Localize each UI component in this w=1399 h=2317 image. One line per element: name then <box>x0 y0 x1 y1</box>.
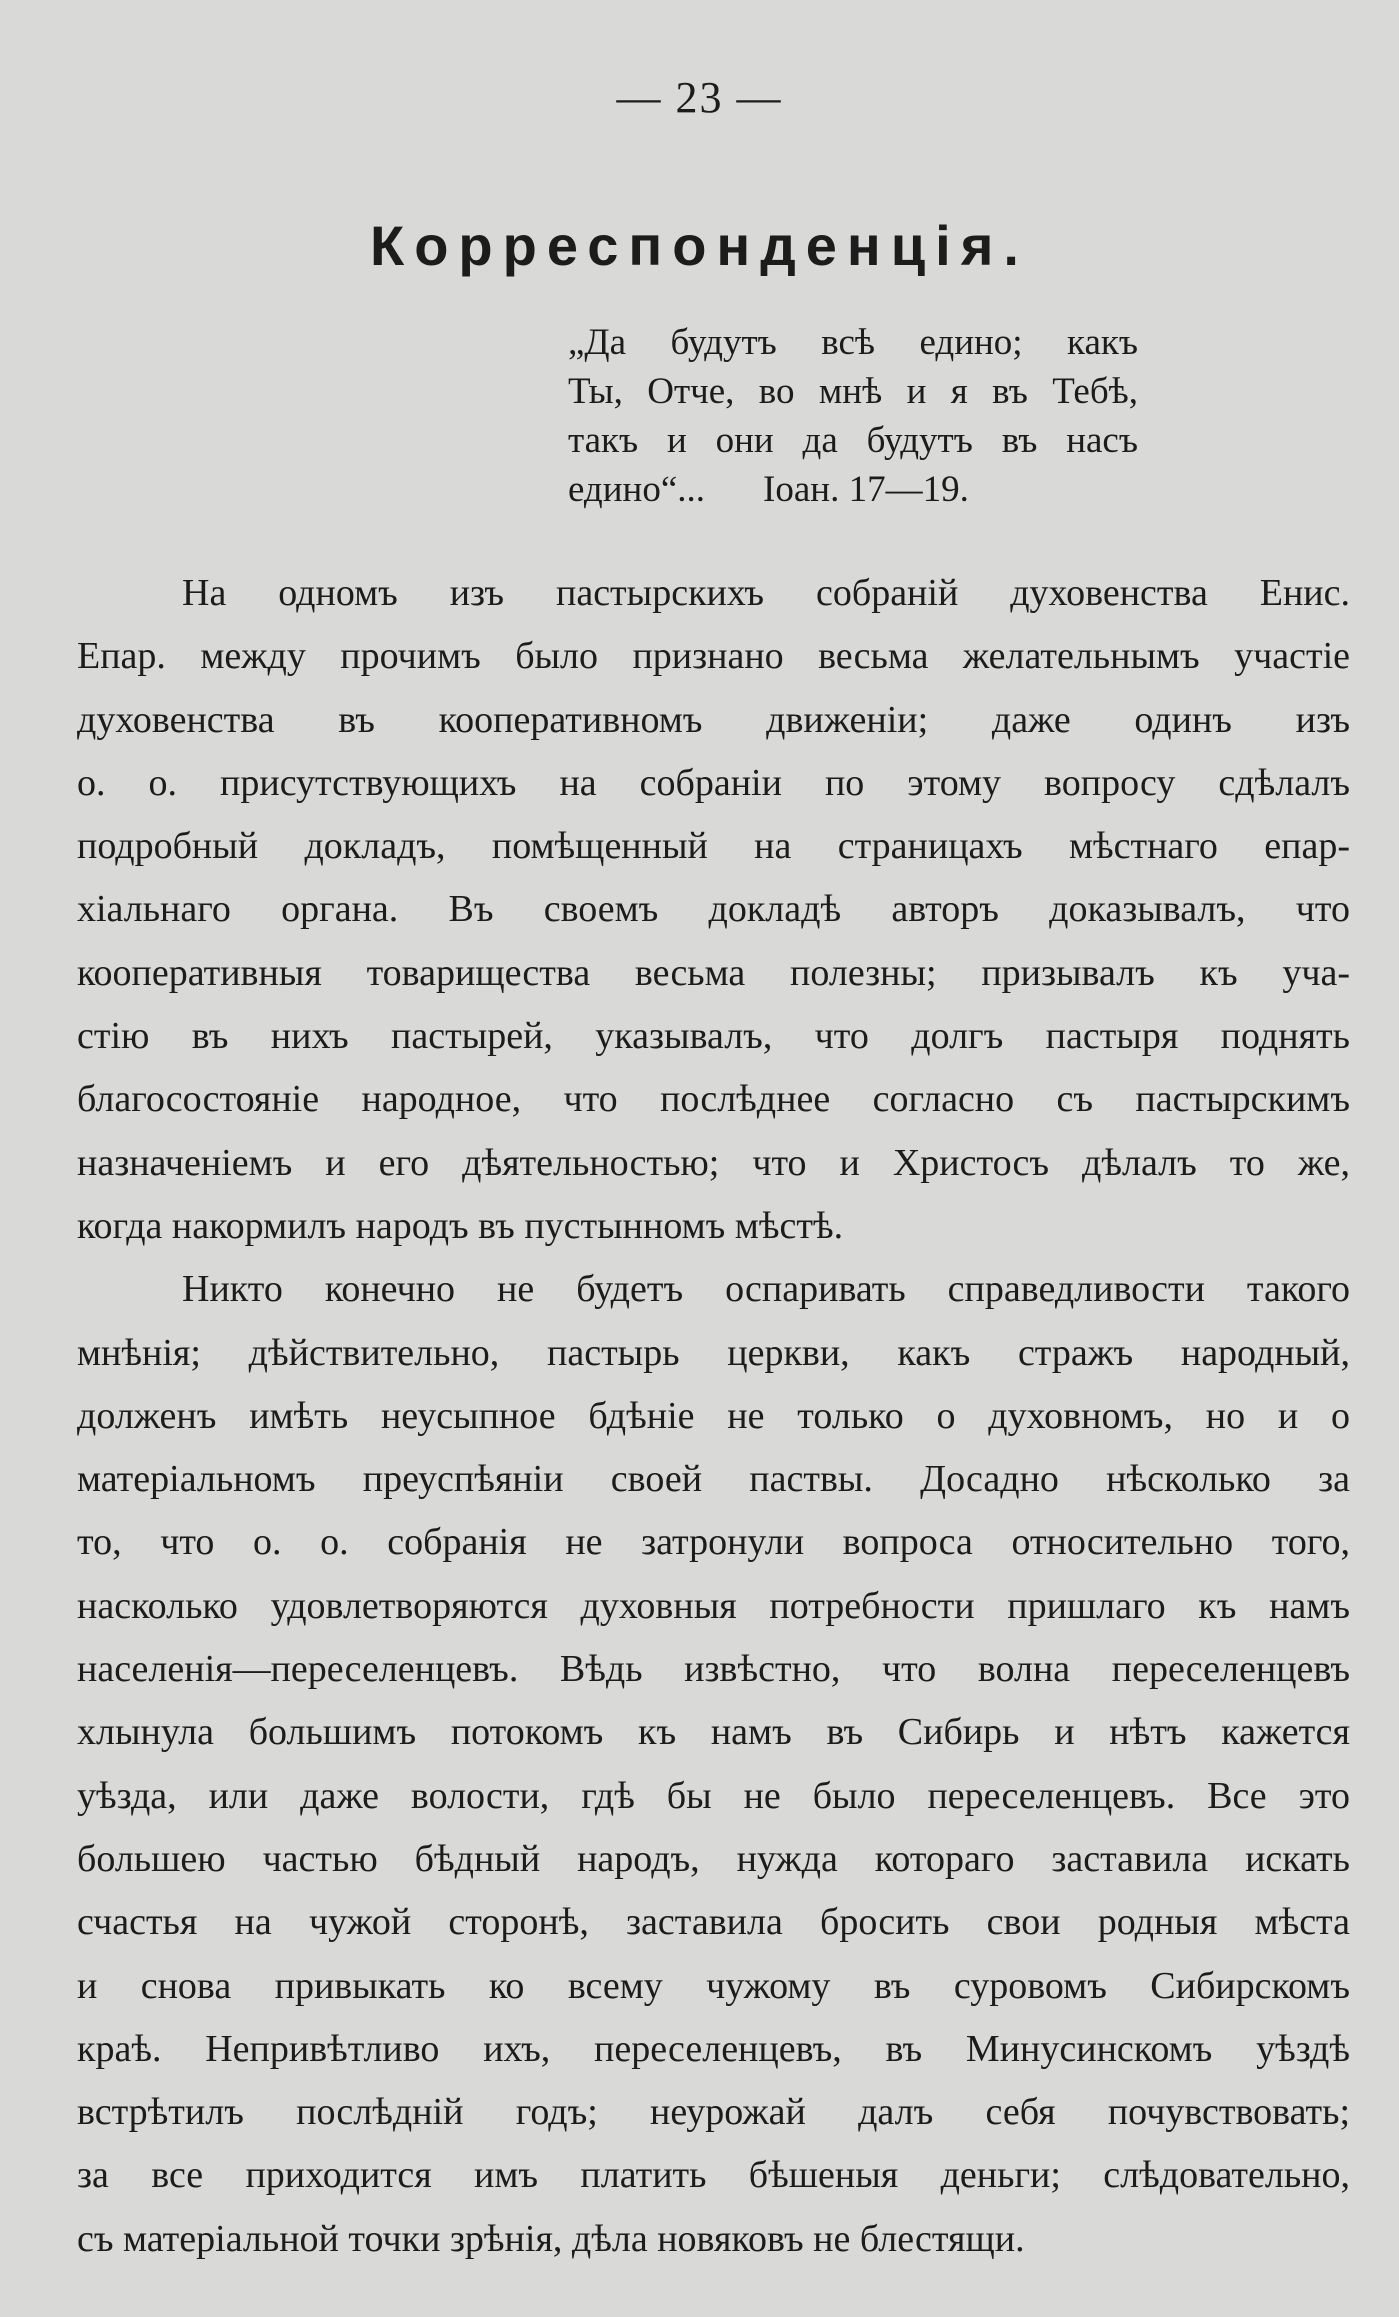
text-line: счастья на чужой сторонѣ, заставила бросить свои родныя мѣста <box>77 1901 1350 1944</box>
text-line: стію въ нихъ пастырей, указывалъ, что долгъ пастыря поднять <box>77 1015 1350 1058</box>
text-line: когда накормилъ народъ въ пустынномъ мѣстѣ. <box>77 1204 844 1247</box>
text-line: матеріальномъ преуспѣяніи своей паствы. Досадно нѣсколько за <box>77 1458 1350 1501</box>
text-line: мнѣнія; дѣйствительно, пастырь церкви, какъ стражъ народный, <box>77 1331 1350 1374</box>
text-line: Епар. между прочимъ было признано весьма желательнымъ участіе <box>77 635 1350 678</box>
epigraph-line: такъ и они да будутъ въ насъ <box>568 420 1138 461</box>
text-line: то, что о. о. собранія не затронули вопроса относительно того, <box>77 1521 1350 1564</box>
page-number: — 23 — <box>616 73 783 122</box>
body-text <box>77 562 1350 2271</box>
text-line: за все приходится имъ платить бѣшеныя деньги; слѣдовательно, <box>77 2154 1350 2197</box>
text-line: Никто конечно не будетъ оспаривать справедливости такого <box>182 1268 1350 1311</box>
text-line: уѣзда, или даже волости, гдѣ бы не было переселенцевъ. Все это <box>77 1774 1350 1817</box>
epigraph-last-line <box>568 465 1138 514</box>
paragraph-2 <box>77 1258 1350 2271</box>
text-line: кооперативныя товарищества весьма полезны; призывалъ къ уча- <box>77 951 1350 994</box>
epigraph-reference: Іоан. 17—19. <box>763 469 969 510</box>
epigraph-line: Ты, Отче, во мнѣ и я въ Тебѣ, <box>568 371 1138 412</box>
text-line: и снова привыкать ко всему чужому въ суровомъ Сибирскомъ <box>77 1964 1350 2007</box>
text-line: хлынула большимъ потокомъ къ намъ въ Сибирь и нѣтъ кажется <box>77 1711 1350 1754</box>
page-title: Корреспонденція. <box>370 214 1029 277</box>
text-line: духовенства въ кооперативномъ движеніи; даже одинъ изъ <box>77 698 1350 741</box>
epigraph-line: едино“... <box>568 469 706 510</box>
text-line: съ матеріальной точки зрѣнія, дѣла новяковъ не блестящи. <box>77 2217 1025 2260</box>
paragraph-1 <box>77 562 1350 1258</box>
epigraph <box>568 318 1138 514</box>
text-line: хіальнаго органа. Въ своемъ докладѣ авторъ доказывалъ, что <box>77 888 1350 931</box>
text-line: долженъ имѣть неусыпное бдѣніе не только о духовномъ, но и о <box>77 1394 1350 1437</box>
text-line: большею частью бѣдный народъ, нужда котораго заставила искать <box>77 1837 1350 1880</box>
text-line: подробный докладъ, помѣщенный на страницахъ мѣстнаго епар- <box>77 825 1350 868</box>
text-line: краѣ. Непривѣтливо ихъ, переселенцевъ, въ Минусинскомъ уѣздѣ <box>77 2027 1350 2070</box>
text-line: населенія—переселенцевъ. Вѣдь извѣстно, что волна переселенцевъ <box>77 1648 1350 1691</box>
text-line: встрѣтилъ послѣдній годъ; неурожай далъ себя почувствовать; <box>77 2091 1350 2134</box>
text-line: о. о. присутствующихъ на собраніи по этому вопросу сдѣлалъ <box>77 761 1350 804</box>
text-line: На одномъ изъ пастырскихъ собраній духовенства Енис. <box>182 572 1350 614</box>
text-line: назначеніемъ и его дѣятельностью; что и Христосъ дѣлалъ то же, <box>77 1141 1350 1184</box>
epigraph-line: „Да будутъ всѣ едино; какъ <box>568 322 1138 363</box>
text-line: насколько удовлетворяются духовныя потребности пришлаго къ намъ <box>77 1584 1350 1627</box>
text-line: благосостояніе народное, что послѣднее согласно съ пастырскимъ <box>77 1078 1350 1121</box>
